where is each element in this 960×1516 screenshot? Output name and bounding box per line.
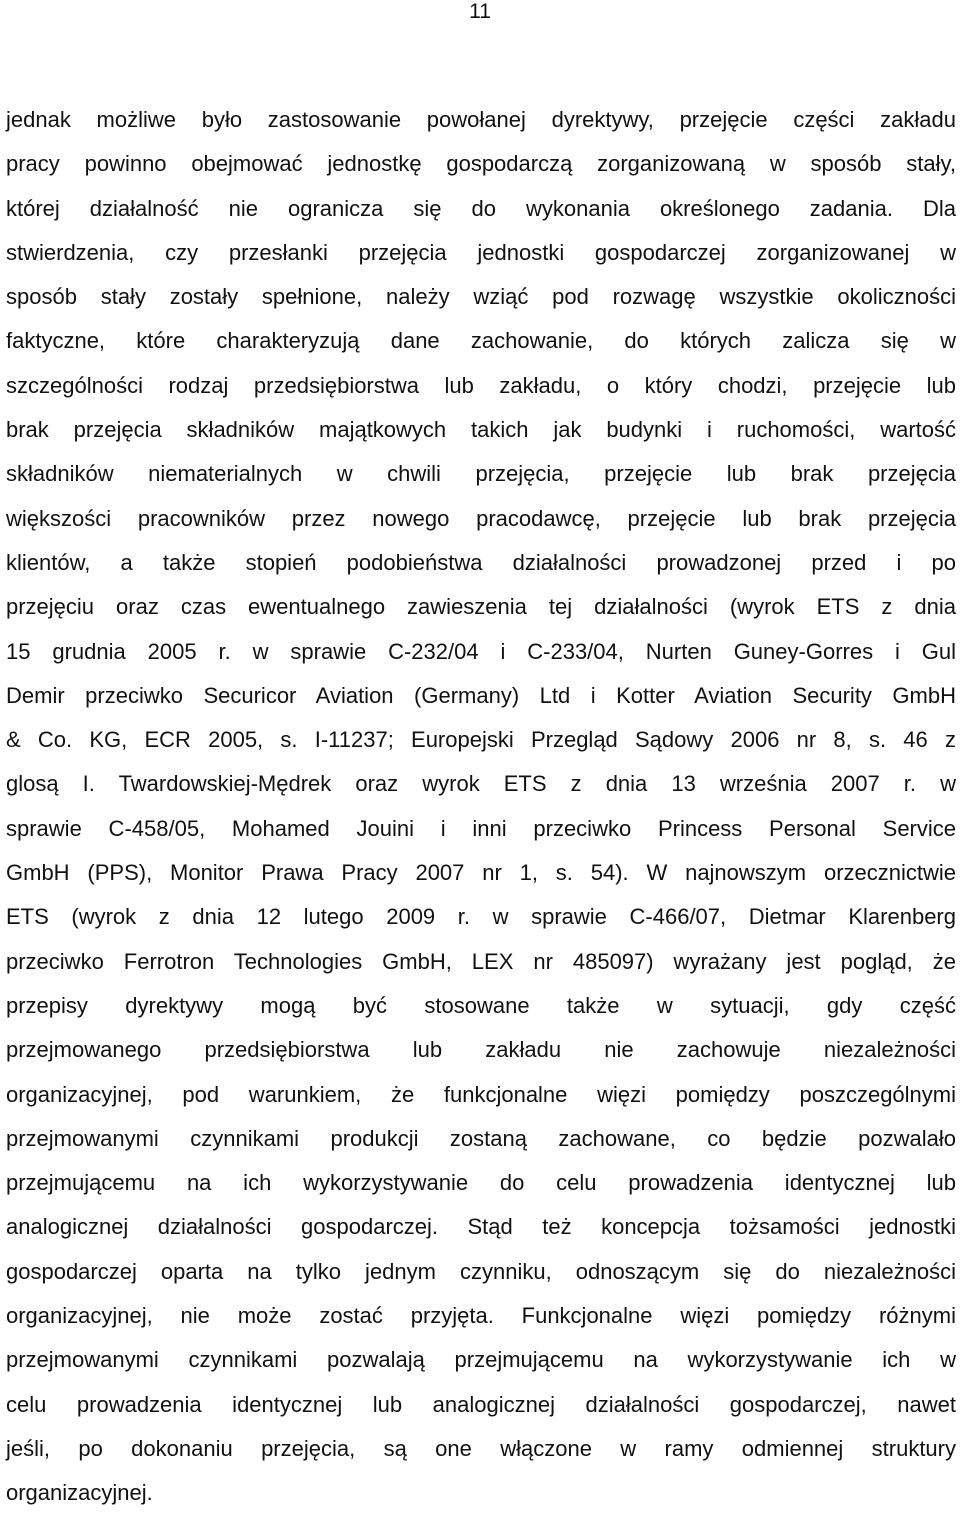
text-line: większości pracowników przez nowego pracodawcę, przejęcie lub brak przejęcia (6, 505, 956, 531)
text-line: organizacyjnej, nie może zostać przyjęta. Funkcjonalne więzi pomiędzy różnymi (6, 1303, 956, 1329)
text-line: przeciwko Ferrotron Technologies GmbH, LEX nr 485097) wyrażany jest pogląd, że (6, 948, 956, 974)
text-line: & Co. KG, ECR 2005, s. I-11237; Europejski Przegląd Sądowy 2006 nr 8, s. 46 z (6, 727, 956, 753)
text-line: przejmowanymi czynnikami produkcji zostaną zachowane, co będzie pozwalało (6, 1125, 956, 1151)
text-line: gospodarczej oparta na tylko jednym czynniku, odnoszącym się do niezależności (6, 1258, 956, 1284)
text-line: jeśli, po dokonaniu przejęcia, są one włączone w ramy odmiennej struktury (6, 1435, 956, 1461)
text-line: sprawie C-458/05, Mohamed Jouini i inni przeciwko Princess Personal Service (6, 815, 956, 841)
text-line: Demir przeciwko Securicor Aviation (Germany) Ltd i Kotter Aviation Security GmbH (6, 682, 956, 708)
text-line: 15 grudnia 2005 r. w sprawie C-232/04 i C-233/04, Nurten Guney-Gorres i Gul (6, 638, 956, 664)
text-line: sposób stały zostały spełnione, należy wziąć pod rozwagę wszystkie okoliczności (6, 284, 956, 310)
text-line: klientów, a także stopień podobieństwa działalności prowadzonej przed i po (6, 549, 956, 575)
text-line: GmbH (PPS), Monitor Prawa Pracy 2007 nr 1, s. 54). W najnowszym orzecznictwie (6, 860, 956, 886)
text-line: stwierdzenia, czy przesłanki przejęcia jednostki gospodarczej zorganizowanej w (6, 239, 956, 265)
page-number: 11 (469, 0, 491, 23)
body-text (6, 98, 956, 1516)
text-line: przejmującemu na ich wykorzystywanie do celu prowadzenia identycznej lub (6, 1170, 956, 1196)
text-line: analogicznej działalności gospodarczej. Stąd też koncepcja tożsamości jednostki (6, 1214, 956, 1240)
text-line: celu prowadzenia identycznej lub analogicznej działalności gospodarczej, nawet (6, 1391, 956, 1417)
text-line: organizacyjnej, pod warunkiem, że funkcjonalne więzi pomiędzy poszczególnymi (6, 1081, 956, 1107)
text-line: składników niematerialnych w chwili przejęcia, przejęcie lub brak przejęcia (6, 461, 956, 487)
text-line: szczególności rodzaj przedsiębiorstwa lub zakładu, o który chodzi, przejęcie lub (6, 372, 956, 398)
text-line: przejmowanego przedsiębiorstwa lub zakładu nie zachowuje niezależności (6, 1037, 956, 1063)
text-line: faktyczne, które charakteryzują dane zachowanie, do których zalicza się w (6, 328, 956, 354)
text-line: ETS (wyrok z dnia 12 lutego 2009 r. w sprawie C-466/07, Dietmar Klarenberg (6, 904, 956, 930)
text-line: przejmowanymi czynnikami pozwalają przejmującemu na wykorzystywanie ich w (6, 1347, 956, 1373)
text-line: glosą I. Twardowskiej-Mędrek oraz wyrok ETS z dnia 13 września 2007 r. w (6, 771, 956, 797)
text-line: jednak możliwe było zastosowanie powołanej dyrektywy, przejęcie części zakładu (6, 107, 956, 132)
text-line: przepisy dyrektywy mogą być stosowane także w sytuacji, gdy część (6, 992, 956, 1018)
text-line: której działalność nie ogranicza się do wykonania określonego zadania. Dla (6, 195, 956, 221)
text-line: przejęciu oraz czas ewentualnego zawieszenia tej działalności (wyrok ETS z dnia (6, 594, 956, 620)
text-line: organizacyjnej. (6, 1480, 153, 1506)
text-line: pracy powinno obejmować jednostkę gospodarczą zorganizowaną w sposób stały, (6, 151, 956, 177)
text-line: brak przejęcia składników majątkowych takich jak budynki i ruchomości, wartość (6, 417, 956, 443)
